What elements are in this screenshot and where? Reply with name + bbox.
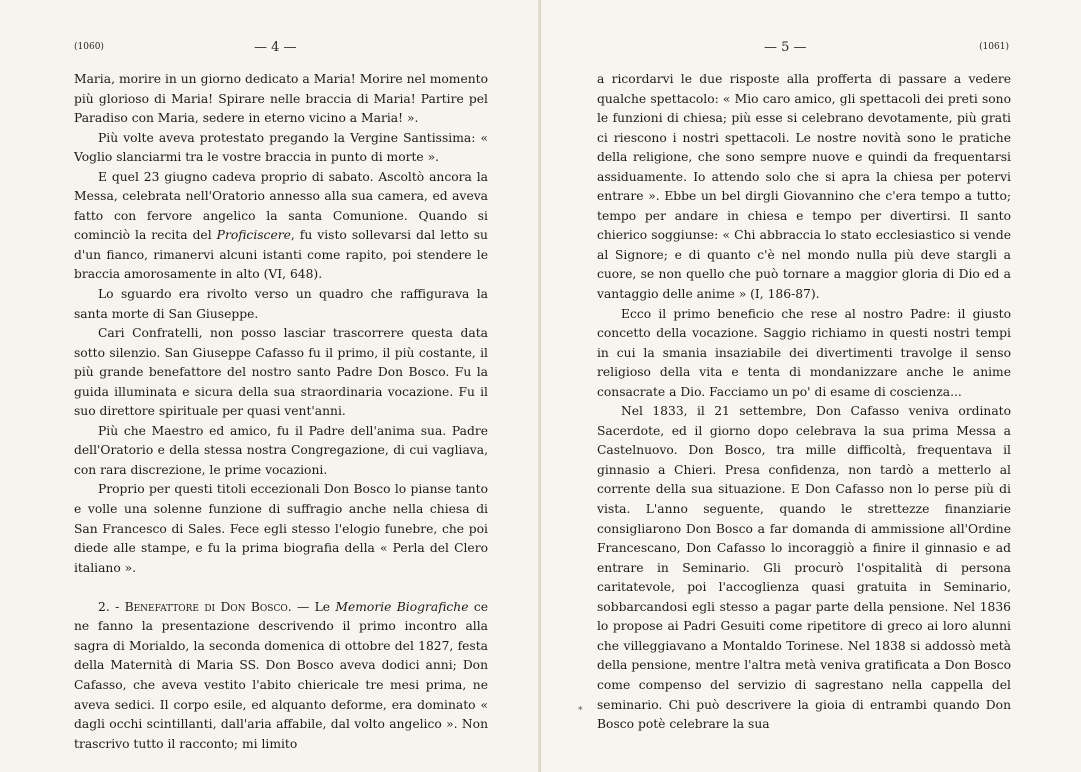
proficiscere-title: Proficiscere bbox=[216, 228, 291, 243]
left-page-body bbox=[74, 70, 488, 754]
footer-mark: * bbox=[578, 706, 583, 716]
section-text: ce ne fanno la presentazione descrivendo il primo incontro alla sagra di Morialdo, la seconda domenica di ottobre del 1827, festa della Maternità di Maria SS. Don Bosco aveva dodici anni; Don Cafasso, che aveva vestito l'abito chiericale tre mesi prima, ne aveva sedici. Il corpo esile, ed alquanto deforme, era dominato « dagli occhi scintillanti, dall'aria affabile, dal volto angelico ». Non trascrivo tutto il racconto; mi limito bbox=[74, 599, 488, 751]
section-dash: — Le bbox=[291, 599, 336, 614]
paragraph: Nel 1833, il 21 settembre, Don Cafasso veniva ordinato Sacerdote, ed il giorno dopo celebrava la sua prima Messa a Castelnuovo. Don Bosco, tra mille difficoltà, frequentava il ginnasio a Chieri. Presa confidenza, non tardò a metterlo al corrente della sua situazione. E Don Cafasso non lo perse più di vista. L'anno seguente, quando le strettezze finanziarie consigliarono Don Bosco a far domanda di ammissione all'Ordine Francescano, Don Cafasso lo incoraggiò a finire il ginnasio e ad entrare in Seminario. Gli procurò l'ospitalità di persona caritatevole, poi l'accoglienza quasi gratuita in Seminario, sobbarcandosi egli stesso a pagar parte della pensione. Nel 1836 lo propose ai Padri Gesuiti come ripetitore di greco ai loro alunni che villeggiavano a Montaldo Torinese. Nel 1838 si addossò metà della pensione, mentre l'altra metà veniva gratificata a Don Bosco come compenso del servizio di sagrestano nella cappella del seminario. Chi può descrivere la gioia di entrambi quando Don Bosco potè celebrare la sua bbox=[597, 404, 1011, 732]
paragraph: Lo sguardo era rivolto verso un quadro che raffigurava la santa morte di San Giuseppe. bbox=[74, 287, 488, 321]
paragraph-text: , fu visto sollevarsi dal letto su d'un fianco, rimanervi alcuni istanti come rapito, poi stendere le braccia amorosamente in alto (VI, 648). bbox=[74, 228, 488, 282]
paragraph: Più che Maestro ed amico, fu il Padre dell'anima sua. Padre dell'Oratorio e della stessa nostra Congregazione, di cui vagliava, con rara discrezione, le prime vocazioni. bbox=[74, 423, 488, 477]
right-page bbox=[541, 0, 1081, 772]
right-page-body bbox=[597, 70, 1011, 735]
paragraph-text: E quel 23 giugno cadeva proprio di sabato. Ascoltò ancora la Messa, celebrata nell'Oratorio annesso alla sua camera, ed aveva fatto con fervore angelico la santa Comunione. Quando si cominciò la recita del bbox=[74, 169, 488, 243]
paragraph: Proprio per questi titoli eccezionali Don Bosco lo pianse tanto e volle una solenne funzione di suffragio anche nella chiesa di San Francesco di Sales. Fece egli stesso l'elogio funebre, che poi diede alle stampe, e fu la prima biografia della « Perla del Clero italiano ». bbox=[74, 482, 488, 575]
left-folio: (1060) bbox=[74, 42, 104, 52]
paragraph: Più volte aveva protestato pregando la Vergine Santissima: « Voglio slanciarmi tra le vostre braccia in punto di morte ». bbox=[74, 130, 488, 165]
section-paragraph bbox=[74, 598, 488, 754]
paragraph: Ecco il primo beneficio che rese al nostro Padre: il giusto concetto della vocazione. Saggio richiamo in questi nostri tempi in cui la smania insaziabile dei divertimenti travolge il senso religioso della vita e tenta di mondanizzare anche le anime consacrate a Dio. Facciamo un po' di esame di coscienza... bbox=[597, 306, 1011, 399]
left-page bbox=[0, 0, 540, 772]
paragraph: Maria, morire in un giorno dedicato a Maria! Morire nel momento più glorioso di Maria! Spirare nelle braccia di Maria! Partire pel Paradiso con Maria, sedere in eterno vicino a Maria! ». bbox=[74, 72, 488, 126]
paragraph: Cari Confratelli, non posso lasciar trascorrere questa data sotto silenzio. San Giuseppe Cafasso fu il primo, il più costante, il più grande benefattore del nostro santo Padre Don Bosco. Fu la guida illuminata e sicura della sua straordinaria vocazione. Fu il suo direttore spirituale per quasi vent'anni. bbox=[74, 326, 488, 419]
paragraph bbox=[74, 168, 488, 285]
right-folio: (1061) bbox=[979, 42, 1009, 52]
work-title: Memorie Biografiche bbox=[335, 599, 469, 614]
section-number: 2. - bbox=[98, 599, 120, 614]
paragraph: a ricordarvi le due risposte alla profferta di passare a vedere qualche spettacolo: « Mio caro amico, gli spettacoli dei preti sono le funzioni di chiesa; più esse si celebrano devotamente, più grati ci riescono i nostri spettacoli. Le nostre novità sono le pratiche della religione, che sono sempre nuove e quindi da frequentarsi assiduamente. Io attendo solo che si apra la chiesa per potervi entrare ». Ebbe un bel dirgli Giovannino che c'era tempo a tutto; tempo per andare in chiesa e tempo per divertirsi. Il santo chierico soggiunse: « Chi abbraccia lo stato ecclesiastico si vende al Signore; e di quanto c'è nel mondo nulla più deve stargli a cuore, se non quello che può tornare a maggior gloria di Dio ed a vantaggio delle anime » (I, 186-87). bbox=[597, 72, 1011, 302]
left-page-number: — 4 — bbox=[254, 40, 297, 55]
right-page-number: — 5 — bbox=[764, 40, 807, 55]
section-heading: Benefattore di Don Bosco. bbox=[124, 599, 292, 614]
